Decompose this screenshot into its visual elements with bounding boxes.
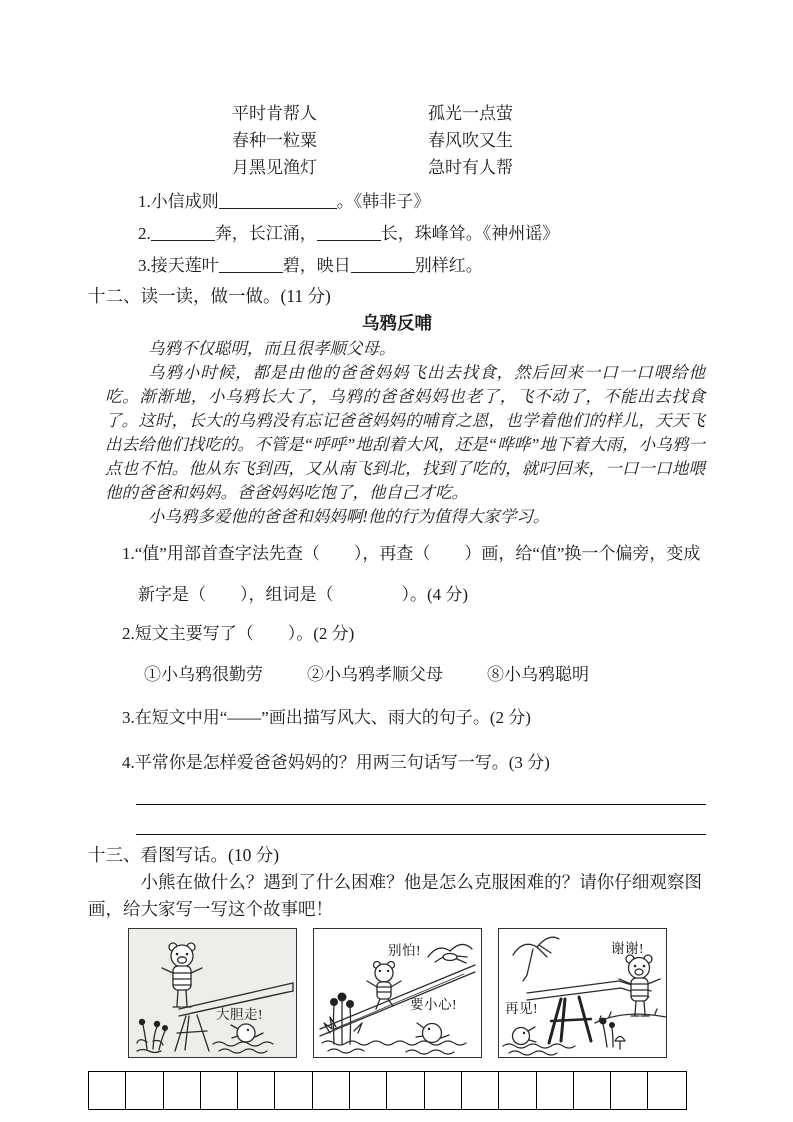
question-1-line-1: 1.“值”用部首查字法先查（ ），再查（ ）画，给“值”换一个偏旁，变成 <box>122 544 701 563</box>
matching-left-column <box>232 100 428 181</box>
grid-cell[interactable] <box>537 1072 574 1109</box>
grid-cell[interactable] <box>275 1072 312 1109</box>
water-lines <box>503 1044 575 1055</box>
passage-paragraph: 乌鸦不仅聪明，而且很孝顺父母。 <box>147 339 396 358</box>
grid-cell[interactable] <box>126 1072 163 1109</box>
speech-text-fish: 再见! <box>505 1001 538 1016</box>
matching-item: 孤光一点萤 <box>428 104 513 123</box>
section-12-heading: 十二、读一读，做一做。(11 分) <box>88 286 331 306</box>
flowers <box>137 1019 168 1050</box>
panel-3-drawing <box>499 929 666 1057</box>
section-12-questions <box>122 542 706 775</box>
grid-cell[interactable] <box>462 1072 499 1109</box>
answer-blank[interactable] <box>317 224 381 241</box>
passage-paragraph: 乌鸦小时候，都是由他的爸爸妈妈飞出去找食，然后回来一口一口喂给他吃。渐渐地，小乌鸦长大了，乌鸦的爸爸妈妈也老了，飞不动了，不能出去找食了。这时，长大的乌鸦没有忘记爸爸妈妈的哺育之恩，也学着他们的样儿，天天飞出去给他们找吃的。不管是“呼呼”地刮着大风，还是“哗哗”地下着大雨，小乌鸦一点也不怕。他从东飞到西，又从南飞到北，找到了吃的，就叼回来，一口一口地喂他的爸爸和妈妈。爸爸妈妈吃饱了，他自己才吃。 <box>105 363 705 502</box>
question-text: 碧，映日 <box>282 256 351 275</box>
matching-item: 春种一粒粟 <box>232 131 317 150</box>
comic-panel-3 <box>498 928 667 1058</box>
water-lines <box>322 1041 466 1054</box>
passage-paragraph: 小乌鸦多爱他的爸爸和妈妈啊!他的行为值得大家学习。 <box>147 507 550 526</box>
matching-item: 月黑见渔灯 <box>232 158 317 177</box>
grid-cell[interactable] <box>648 1072 685 1109</box>
recitation-q3 <box>138 250 706 282</box>
answer-blank[interactable] <box>351 256 415 273</box>
fish-figure <box>416 1023 449 1043</box>
grid-cell[interactable] <box>574 1072 611 1109</box>
panel-1-drawing <box>129 929 296 1057</box>
speech-text-fish: 要小心! <box>410 997 457 1012</box>
grid-cell[interactable] <box>201 1072 238 1109</box>
passage-title: 乌鸦反哺 <box>362 313 432 333</box>
question-2: 2.短文主要写了（ ）。(2 分) <box>122 624 355 643</box>
water-lines <box>137 1042 273 1053</box>
grid-cell[interactable] <box>89 1072 126 1109</box>
grid-cell[interactable] <box>611 1072 648 1109</box>
question-text: 。《韩非子》 <box>336 192 431 211</box>
grid-cell[interactable] <box>164 1072 201 1109</box>
grid-cell[interactable] <box>425 1072 462 1109</box>
question-text: 别样红。 <box>414 256 483 275</box>
speech-text-fish: 大胆走! <box>216 1007 263 1022</box>
answer-blank[interactable] <box>219 192 337 209</box>
question-text: 3.接天莲叶 <box>138 256 219 275</box>
bear-figure <box>162 943 202 1007</box>
answer-line[interactable] <box>136 779 706 805</box>
matching-item: 春风吹又生 <box>428 131 513 150</box>
option-item: ②小乌鸦孝顺父母 <box>307 665 443 684</box>
matching-item: 急时有人帮 <box>428 158 513 177</box>
recitation-questions <box>138 186 706 282</box>
grid-cell[interactable] <box>313 1072 350 1109</box>
question-text: 长，珠峰耸。《神州谣》 <box>380 224 560 243</box>
answer-blank[interactable] <box>219 256 283 273</box>
question-text: 2. <box>138 224 151 243</box>
answer-line[interactable] <box>136 805 706 835</box>
question-1-line-2: 新字是（ ），组词是（ ）。(4 分) <box>138 585 469 604</box>
section-13-heading: 十三、看图写话。(10 分) <box>88 845 280 865</box>
bird-figure <box>513 937 559 981</box>
fish-figure <box>513 1027 537 1045</box>
question-text: 1.小信成则 <box>138 192 219 211</box>
writing-grid <box>88 1071 687 1110</box>
bear-figure <box>619 955 660 1016</box>
comic-panel-1 <box>128 928 297 1058</box>
reading-passage <box>105 337 705 529</box>
speech-text-bear: 谢谢! <box>611 941 644 956</box>
fish-figure <box>231 1024 263 1042</box>
answer-blank[interactable] <box>151 224 215 241</box>
matching-right-column <box>428 100 513 181</box>
flowers <box>600 1018 626 1050</box>
question-2-options <box>144 663 706 687</box>
grid-cell[interactable] <box>499 1072 536 1109</box>
writing-prompt: 小熊在做什么？遇到了什么困难？他是怎么克服困难的？请你仔细观察图画，给大家写一写这个故事吧！ <box>88 872 702 919</box>
grid-cell[interactable] <box>350 1072 387 1109</box>
bird-figure <box>428 944 472 963</box>
speech-text-bird: 别怕! <box>388 943 421 958</box>
matching-item: 平时肯帮人 <box>232 104 317 123</box>
flowers <box>324 993 362 1045</box>
grid-cell[interactable] <box>387 1072 424 1109</box>
matching-exercise <box>232 100 706 181</box>
grid-cell[interactable] <box>238 1072 275 1109</box>
question-4: 4.平常你是怎样爱爸爸妈妈的？用两三句话写一写。(3 分) <box>122 753 550 772</box>
panel-2-drawing <box>314 929 481 1057</box>
question-3: 3.在短文中用“——”画出描写风大、雨大的句子。(2 分) <box>122 708 531 727</box>
option-item: ⑧小乌鸦聪明 <box>487 665 589 684</box>
question-text: 奔，长江涌， <box>214 224 317 243</box>
option-item: ①小乌鸦很勤劳 <box>144 665 263 684</box>
recitation-q2 <box>138 218 706 250</box>
comic-panel-2 <box>313 928 482 1058</box>
comic-strip <box>128 928 706 1058</box>
recitation-q1 <box>138 186 706 218</box>
